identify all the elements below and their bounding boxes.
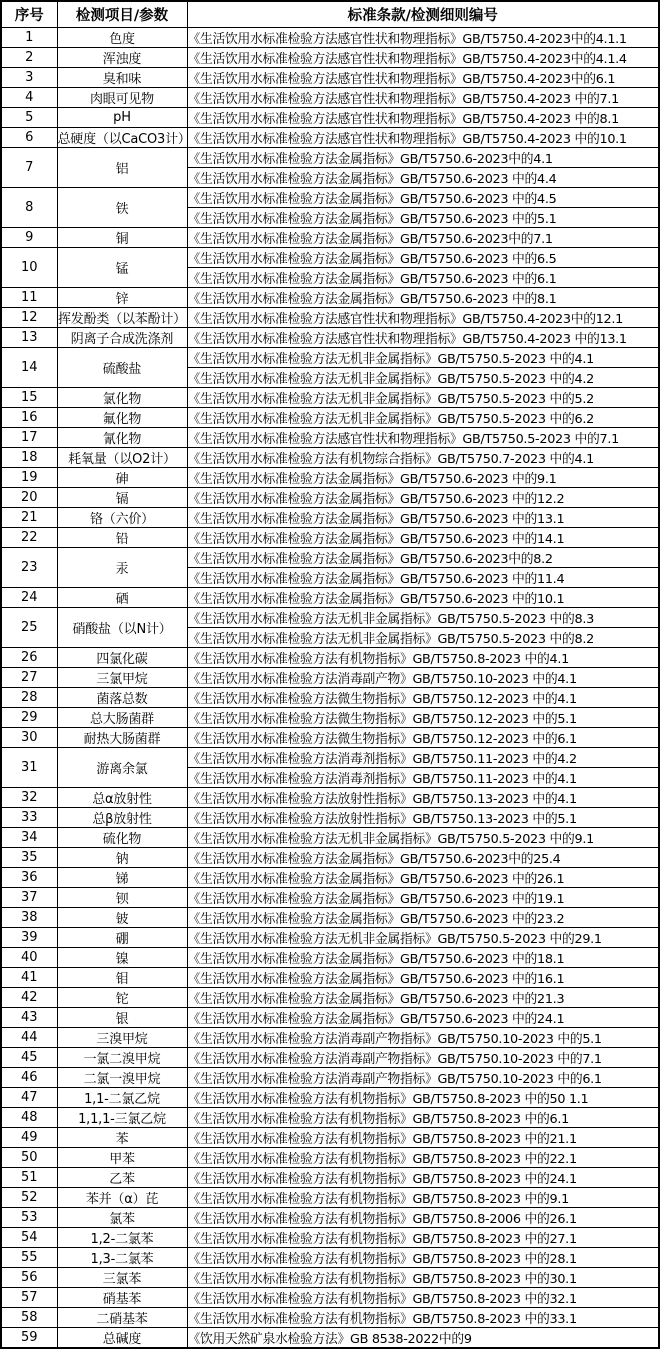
table-row bbox=[1, 147, 659, 167]
row-number-cell: 18 bbox=[1, 447, 57, 467]
row-number-cell: 58 bbox=[1, 1307, 57, 1327]
standard-ref-cell: 《生活饮用水标准检验方法放射性指标》GB/T5750.13-2023 中的4.1 bbox=[187, 787, 659, 807]
standard-ref-cell: 《生活饮用水标准检验方法微生物指标》GB/T5750.12-2023 中的5.1 bbox=[187, 707, 659, 727]
row-number-cell: 35 bbox=[1, 847, 57, 867]
row-number-cell: 7 bbox=[1, 147, 57, 187]
table-row bbox=[1, 667, 659, 687]
standard-ref-cell: 《生活饮用水标准检验方法金属指标》GB/T5750.6-2023 中的21.3 bbox=[187, 987, 659, 1007]
standard-ref-cell: 《生活饮用水标准检验方法有机物指标》GB/T5750.8-2023 中的21.1 bbox=[187, 1127, 659, 1147]
detection-item-cell: 肉眼可见物 bbox=[57, 87, 187, 107]
detection-item-cell: 钠 bbox=[57, 847, 187, 867]
table-row bbox=[1, 527, 659, 547]
table-row bbox=[1, 647, 659, 667]
standard-ref-cell: 《生活饮用水标准检验方法金属指标》GB/T5750.6-2023 中的12.2 bbox=[187, 487, 659, 507]
row-number-cell: 45 bbox=[1, 1047, 57, 1067]
table-row bbox=[1, 987, 659, 1007]
table-row bbox=[1, 887, 659, 907]
table-row bbox=[1, 467, 659, 487]
standard-ref-cell: 《生活饮用水标准检验方法有机物指标》GB/T5750.8-2023 中的24.1 bbox=[187, 1167, 659, 1187]
standard-ref-cell: 《生活饮用水标准检验方法金属指标》GB/T5750.6-2023中的4.1 bbox=[187, 147, 659, 167]
standard-ref-cell: 《生活饮用水标准检验方法感官性状和物理指标》GB/T5750.4-2023中的6.1 bbox=[187, 67, 659, 87]
standard-ref-cell: 《生活饮用水标准检验方法金属指标》GB/T5750.6-2023中的7.1 bbox=[187, 227, 659, 247]
row-number-cell: 34 bbox=[1, 827, 57, 847]
standard-ref-cell: 《生活饮用水标准检验方法金属指标》GB/T5750.6-2023 中的16.1 bbox=[187, 967, 659, 987]
standard-ref-cell: 《生活饮用水标准检验方法金属指标》GB/T5750.6-2023 中的6.1 bbox=[187, 267, 659, 287]
table-row bbox=[1, 587, 659, 607]
table-row bbox=[1, 867, 659, 887]
table-row bbox=[1, 1027, 659, 1047]
header-standard-clause: 标准条款/检测细则编号 bbox=[187, 1, 659, 27]
table-row bbox=[1, 1107, 659, 1127]
detection-item-cell: 铊 bbox=[57, 987, 187, 1007]
table-row bbox=[1, 1307, 659, 1327]
table-row bbox=[1, 1287, 659, 1307]
detection-item-cell: 氟化物 bbox=[57, 407, 187, 427]
standard-ref-cell: 《生活饮用水标准检验方法感官性状和物理指标》GB/T5750.4-2023 中的7.1 bbox=[187, 87, 659, 107]
detection-item-cell: 铝 bbox=[57, 147, 187, 187]
detection-item-cell: 甲苯 bbox=[57, 1147, 187, 1167]
standard-ref-cell: 《生活饮用水标准检验方法有机物综合指标》GB/T5750.7-2023 中的4.1 bbox=[187, 447, 659, 467]
detection-item-cell: 1,1,1-三氯乙烷 bbox=[57, 1107, 187, 1127]
table-row bbox=[1, 227, 659, 247]
standard-ref-cell: 《生活饮用水标准检验方法消毒副产物指标》GB/T5750.10-2023 中的5.1 bbox=[187, 1027, 659, 1047]
row-number-cell: 25 bbox=[1, 607, 57, 647]
table-row bbox=[1, 1227, 659, 1247]
row-number-cell: 4 bbox=[1, 87, 57, 107]
table-row bbox=[1, 687, 659, 707]
standard-ref-cell: 《饮用天然矿泉水检验方法》GB 8538-2022中的9 bbox=[187, 1327, 659, 1348]
row-number-cell: 40 bbox=[1, 947, 57, 967]
header-serial-number: 序号 bbox=[1, 1, 57, 27]
row-number-cell: 15 bbox=[1, 387, 57, 407]
standard-ref-cell: 《生活饮用水标准检验方法感官性状和物理指标》GB/T5750.4-2023中的4.1.4 bbox=[187, 47, 659, 67]
standard-ref-cell: 《生活饮用水标准检验方法消毒剂指标》GB/T5750.11-2023 中的4.1 bbox=[187, 767, 659, 787]
standard-ref-cell: 《生活饮用水标准检验方法感官性状和物理指标》GB/T5750.4-2023 中的10.1 bbox=[187, 127, 659, 147]
standard-ref-cell: 《生活饮用水标准检验方法有机物指标》GB/T5750.8-2023 中的33.1 bbox=[187, 1307, 659, 1327]
header-detection-item: 检测项目/参数 bbox=[57, 1, 187, 27]
detection-item-cell: 锌 bbox=[57, 287, 187, 307]
standard-ref-cell: 《生活饮用水标准检验方法无机非金属指标》GB/T5750.5-2023 中的8.2 bbox=[187, 627, 659, 647]
table-row bbox=[1, 807, 659, 827]
detection-item-cell: 总大肠菌群 bbox=[57, 707, 187, 727]
detection-item-cell: 硝基苯 bbox=[57, 1287, 187, 1307]
row-number-cell: 30 bbox=[1, 727, 57, 747]
detection-item-cell: 三溴甲烷 bbox=[57, 1027, 187, 1047]
row-number-cell: 14 bbox=[1, 347, 57, 387]
detection-item-cell: 砷 bbox=[57, 467, 187, 487]
table-row bbox=[1, 487, 659, 507]
detection-item-cell: 阴离子合成洗涤剂 bbox=[57, 327, 187, 347]
table-row bbox=[1, 287, 659, 307]
table-row bbox=[1, 927, 659, 947]
standard-ref-cell: 《生活饮用水标准检验方法无机非金属指标》GB/T5750.5-2023 中的4.2 bbox=[187, 367, 659, 387]
detection-item-cell: 硫酸盐 bbox=[57, 347, 187, 387]
detection-item-cell: 苯并（α）芘 bbox=[57, 1187, 187, 1207]
table-row bbox=[1, 27, 659, 47]
standard-ref-cell: 《生活饮用水标准检验方法无机非金属指标》GB/T5750.5-2023 中的8.3 bbox=[187, 607, 659, 627]
detection-item-cell: 硫化物 bbox=[57, 827, 187, 847]
table-row bbox=[1, 607, 659, 627]
detection-item-cell: 氰化物 bbox=[57, 427, 187, 447]
row-number-cell: 6 bbox=[1, 127, 57, 147]
standard-ref-cell: 《生活饮用水标准检验方法有机物指标》GB/T5750.8-2023 中的50 1.1 bbox=[187, 1087, 659, 1107]
row-number-cell: 54 bbox=[1, 1227, 57, 1247]
table-body bbox=[1, 27, 659, 1348]
standard-ref-cell: 《生活饮用水标准检验方法有机物指标》GB/T5750.8-2023 中的4.1 bbox=[187, 647, 659, 667]
detection-item-cell: 氯化物 bbox=[57, 387, 187, 407]
detection-item-cell: 1,2-二氯苯 bbox=[57, 1227, 187, 1247]
row-number-cell: 27 bbox=[1, 667, 57, 687]
table-row bbox=[1, 1007, 659, 1027]
standard-ref-cell: 《生活饮用水标准检验方法无机非金属指标》GB/T5750.5-2023 中的29.1 bbox=[187, 927, 659, 947]
table-row bbox=[1, 127, 659, 147]
detection-item-cell: 铁 bbox=[57, 187, 187, 227]
row-number-cell: 11 bbox=[1, 287, 57, 307]
row-number-cell: 29 bbox=[1, 707, 57, 727]
table-row bbox=[1, 907, 659, 927]
standard-ref-cell: 《生活饮用水标准检验方法金属指标》GB/T5750.6-2023 中的26.1 bbox=[187, 867, 659, 887]
detection-item-cell: 硝酸盐（以N计） bbox=[57, 607, 187, 647]
detection-item-cell: 四氯化碳 bbox=[57, 647, 187, 667]
table-row bbox=[1, 387, 659, 407]
table-row bbox=[1, 727, 659, 747]
detection-item-cell: 铍 bbox=[57, 907, 187, 927]
standard-ref-cell: 《生活饮用水标准检验方法微生物指标》GB/T5750.12-2023 中的4.1 bbox=[187, 687, 659, 707]
detection-item-cell: 镉 bbox=[57, 487, 187, 507]
row-number-cell: 41 bbox=[1, 967, 57, 987]
row-number-cell: 9 bbox=[1, 227, 57, 247]
row-number-cell: 52 bbox=[1, 1187, 57, 1207]
standard-ref-cell: 《生活饮用水标准检验方法消毒副产物》GB/T5750.10-2023 中的4.1 bbox=[187, 667, 659, 687]
standard-ref-cell: 《生活饮用水标准检验方法金属指标》GB/T5750.6-2023 中的4.5 bbox=[187, 187, 659, 207]
table-row bbox=[1, 1087, 659, 1107]
detection-item-cell: 二硝基苯 bbox=[57, 1307, 187, 1327]
table-row bbox=[1, 1267, 659, 1287]
standard-ref-cell: 《生活饮用水标准检验方法感官性状和物理指标》GB/T5750.4-2023中的4.1.1 bbox=[187, 27, 659, 47]
standard-ref-cell: 《生活饮用水标准检验方法金属指标》GB/T5750.6-2023中的8.2 bbox=[187, 547, 659, 567]
detection-item-cell: 镍 bbox=[57, 947, 187, 967]
row-number-cell: 53 bbox=[1, 1207, 57, 1227]
table-row bbox=[1, 507, 659, 527]
detection-item-cell: 硼 bbox=[57, 927, 187, 947]
table-row bbox=[1, 1327, 659, 1348]
standard-ref-cell: 《生活饮用水标准检验方法无机非金属指标》GB/T5750.5-2023 中的6.2 bbox=[187, 407, 659, 427]
standard-ref-cell: 《生活饮用水标准检验方法金属指标》GB/T5750.6-2023 中的9.1 bbox=[187, 467, 659, 487]
row-number-cell: 28 bbox=[1, 687, 57, 707]
row-number-cell: 26 bbox=[1, 647, 57, 667]
row-number-cell: 31 bbox=[1, 747, 57, 787]
row-number-cell: 2 bbox=[1, 47, 57, 67]
table-row bbox=[1, 1047, 659, 1067]
table-row bbox=[1, 1147, 659, 1167]
table-row bbox=[1, 107, 659, 127]
detection-item-cell: 总碱度 bbox=[57, 1327, 187, 1348]
table-row bbox=[1, 967, 659, 987]
table-row bbox=[1, 307, 659, 327]
detection-item-cell: 总β放射性 bbox=[57, 807, 187, 827]
standard-ref-cell: 《生活饮用水标准检验方法有机物指标》GB/T5750.8-2023 中的22.1 bbox=[187, 1147, 659, 1167]
table-row bbox=[1, 1127, 659, 1147]
row-number-cell: 47 bbox=[1, 1087, 57, 1107]
detection-item-cell: 游离余氯 bbox=[57, 747, 187, 787]
standard-ref-cell: 《生活饮用水标准检验方法无机非金属指标》GB/T5750.5-2023 中的9.1 bbox=[187, 827, 659, 847]
detection-item-cell: 铜 bbox=[57, 227, 187, 247]
detection-item-cell: 钡 bbox=[57, 887, 187, 907]
table-row bbox=[1, 707, 659, 727]
standard-ref-cell: 《生活饮用水标准检验方法感官性状和物理指标》GB/T5750.4-2023 中的8.1 bbox=[187, 107, 659, 127]
standard-ref-cell: 《生活饮用水标准检验方法金属指标》GB/T5750.6-2023 中的6.5 bbox=[187, 247, 659, 267]
detection-item-cell: 臭和味 bbox=[57, 67, 187, 87]
standard-ref-cell: 《生活饮用水标准检验方法金属指标》GB/T5750.6-2023中的25.4 bbox=[187, 847, 659, 867]
detection-item-cell: 耗氧量（以O2计） bbox=[57, 447, 187, 467]
standard-ref-cell: 《生活饮用水标准检验方法金属指标》GB/T5750.6-2023 中的24.1 bbox=[187, 1007, 659, 1027]
standard-ref-cell: 《生活饮用水标准检验方法无机非金属指标》GB/T5750.5-2023 中的4.1 bbox=[187, 347, 659, 367]
table-row bbox=[1, 1067, 659, 1087]
row-number-cell: 36 bbox=[1, 867, 57, 887]
standard-ref-cell: 《生活饮用水标准检验方法有机物指标》GB/T5750.8-2023 中的6.1 bbox=[187, 1107, 659, 1127]
detection-item-cell: 1,1-二氯乙烷 bbox=[57, 1087, 187, 1107]
detection-item-cell: 菌落总数 bbox=[57, 687, 187, 707]
detection-item-cell: 总硬度（以CaCO3计） bbox=[57, 127, 187, 147]
standard-ref-cell: 《生活饮用水标准检验方法有机物指标》GB/T5750.8-2023 中的32.1 bbox=[187, 1287, 659, 1307]
header-row bbox=[1, 1, 659, 27]
row-number-cell: 16 bbox=[1, 407, 57, 427]
table-row bbox=[1, 547, 659, 567]
standard-ref-cell: 《生活饮用水标准检验方法微生物指标》GB/T5750.12-2023 中的6.1 bbox=[187, 727, 659, 747]
row-number-cell: 43 bbox=[1, 1007, 57, 1027]
table-row bbox=[1, 427, 659, 447]
standard-ref-cell: 《生活饮用水标准检验方法消毒剂指标》GB/T5750.11-2023 中的4.2 bbox=[187, 747, 659, 767]
standard-ref-cell: 《生活饮用水标准检验方法有机物指标》GB/T5750.8-2023 中的30.1 bbox=[187, 1267, 659, 1287]
standard-ref-cell: 《生活饮用水标准检验方法金属指标》GB/T5750.6-2023 中的13.1 bbox=[187, 507, 659, 527]
detection-item-cell: 硒 bbox=[57, 587, 187, 607]
detection-item-cell: 浑浊度 bbox=[57, 47, 187, 67]
row-number-cell: 33 bbox=[1, 807, 57, 827]
standard-ref-cell: 《生活饮用水标准检验方法金属指标》GB/T5750.6-2023 中的23.2 bbox=[187, 907, 659, 927]
row-number-cell: 44 bbox=[1, 1027, 57, 1047]
table-row bbox=[1, 347, 659, 367]
standard-ref-cell: 《生活饮用水标准检验方法金属指标》GB/T5750.6-2023 中的8.1 bbox=[187, 287, 659, 307]
row-number-cell: 20 bbox=[1, 487, 57, 507]
detection-item-cell: pH bbox=[57, 107, 187, 127]
standard-ref-cell: 《生活饮用水标准检验方法金属指标》GB/T5750.6-2023 中的11.4 bbox=[187, 567, 659, 587]
standard-ref-cell: 《生活饮用水标准检验方法有机物指标》GB/T5750.8-2023 中的27.1 bbox=[187, 1227, 659, 1247]
detection-item-cell: 总α放射性 bbox=[57, 787, 187, 807]
table-row bbox=[1, 327, 659, 347]
detection-item-cell: 汞 bbox=[57, 547, 187, 587]
row-number-cell: 17 bbox=[1, 427, 57, 447]
row-number-cell: 56 bbox=[1, 1267, 57, 1287]
table-row bbox=[1, 247, 659, 267]
row-number-cell: 22 bbox=[1, 527, 57, 547]
row-number-cell: 24 bbox=[1, 587, 57, 607]
row-number-cell: 57 bbox=[1, 1287, 57, 1307]
row-number-cell: 49 bbox=[1, 1127, 57, 1147]
table-row bbox=[1, 747, 659, 767]
detection-item-cell: 银 bbox=[57, 1007, 187, 1027]
row-number-cell: 12 bbox=[1, 307, 57, 327]
row-number-cell: 59 bbox=[1, 1327, 57, 1348]
table-row bbox=[1, 1167, 659, 1187]
table-row bbox=[1, 1247, 659, 1267]
row-number-cell: 3 bbox=[1, 67, 57, 87]
row-number-cell: 23 bbox=[1, 547, 57, 587]
detection-item-cell: 耐热大肠菌群 bbox=[57, 727, 187, 747]
standard-ref-cell: 《生活饮用水标准检验方法放射性指标》GB/T5750.13-2023 中的5.1 bbox=[187, 807, 659, 827]
detection-item-cell: 三氯苯 bbox=[57, 1267, 187, 1287]
table-row bbox=[1, 447, 659, 467]
row-number-cell: 38 bbox=[1, 907, 57, 927]
detection-item-cell: 苯 bbox=[57, 1127, 187, 1147]
standard-ref-cell: 《生活饮用水标准检验方法感官性状和物理指标》GB/T5750.5-2023 中的7.1 bbox=[187, 427, 659, 447]
table-row bbox=[1, 947, 659, 967]
standard-ref-cell: 《生活饮用水标准检验方法金属指标》GB/T5750.6-2023 中的5.1 bbox=[187, 207, 659, 227]
table-header bbox=[1, 1, 659, 27]
detection-item-cell: 一氯二溴甲烷 bbox=[57, 1047, 187, 1067]
standard-ref-cell: 《生活饮用水标准检验方法消毒副产物指标》GB/T5750.10-2023 中的7.1 bbox=[187, 1047, 659, 1067]
row-number-cell: 1 bbox=[1, 27, 57, 47]
standard-ref-cell: 《生活饮用水标准检验方法无机非金属指标》GB/T5750.5-2023 中的5.2 bbox=[187, 387, 659, 407]
row-number-cell: 50 bbox=[1, 1147, 57, 1167]
standard-ref-cell: 《生活饮用水标准检验方法有机物指标》GB/T5750.8-2006 中的26.1 bbox=[187, 1207, 659, 1227]
detection-item-cell: 挥发酚类（以苯酚计） bbox=[57, 307, 187, 327]
detection-item-cell: 钼 bbox=[57, 967, 187, 987]
detection-item-cell: 铅 bbox=[57, 527, 187, 547]
row-number-cell: 32 bbox=[1, 787, 57, 807]
table-row bbox=[1, 847, 659, 867]
table-row bbox=[1, 827, 659, 847]
standard-ref-cell: 《生活饮用水标准检验方法金属指标》GB/T5750.6-2023 中的14.1 bbox=[187, 527, 659, 547]
standard-ref-cell: 《生活饮用水标准检验方法金属指标》GB/T5750.6-2023 中的4.4 bbox=[187, 167, 659, 187]
detection-item-cell: 1,3-二氯苯 bbox=[57, 1247, 187, 1267]
detection-item-cell: 二氯一溴甲烷 bbox=[57, 1067, 187, 1087]
row-number-cell: 5 bbox=[1, 107, 57, 127]
row-number-cell: 55 bbox=[1, 1247, 57, 1267]
standard-ref-cell: 《生活饮用水标准检验方法消毒副产物指标》GB/T5750.10-2023 中的6.1 bbox=[187, 1067, 659, 1087]
standard-ref-cell: 《生活饮用水标准检验方法感官性状和物理指标》GB/T5750.4-2023 中的13.1 bbox=[187, 327, 659, 347]
row-number-cell: 48 bbox=[1, 1107, 57, 1127]
standard-ref-cell: 《生活饮用水标准检验方法感官性状和物理指标》GB/T5750.4-2023中的12.1 bbox=[187, 307, 659, 327]
standard-ref-cell: 《生活饮用水标准检验方法金属指标》GB/T5750.6-2023 中的10.1 bbox=[187, 587, 659, 607]
standard-ref-cell: 《生活饮用水标准检验方法金属指标》GB/T5750.6-2023 中的19.1 bbox=[187, 887, 659, 907]
table-row bbox=[1, 1187, 659, 1207]
table-row bbox=[1, 67, 659, 87]
table-row bbox=[1, 47, 659, 67]
table-row bbox=[1, 187, 659, 207]
detection-item-cell: 锑 bbox=[57, 867, 187, 887]
detection-item-cell: 三氯甲烷 bbox=[57, 667, 187, 687]
table-row bbox=[1, 87, 659, 107]
table-row bbox=[1, 1207, 659, 1227]
row-number-cell: 21 bbox=[1, 507, 57, 527]
standard-ref-cell: 《生活饮用水标准检验方法金属指标》GB/T5750.6-2023 中的18.1 bbox=[187, 947, 659, 967]
row-number-cell: 37 bbox=[1, 887, 57, 907]
row-number-cell: 13 bbox=[1, 327, 57, 347]
table-row bbox=[1, 787, 659, 807]
detection-item-cell: 锰 bbox=[57, 247, 187, 287]
standard-ref-cell: 《生活饮用水标准检验方法有机物指标》GB/T5750.8-2023 中的9.1 bbox=[187, 1187, 659, 1207]
detection-item-cell: 色度 bbox=[57, 27, 187, 47]
row-number-cell: 39 bbox=[1, 927, 57, 947]
row-number-cell: 51 bbox=[1, 1167, 57, 1187]
detection-item-cell: 铬（六价） bbox=[57, 507, 187, 527]
row-number-cell: 46 bbox=[1, 1067, 57, 1087]
row-number-cell: 42 bbox=[1, 987, 57, 1007]
table-row bbox=[1, 407, 659, 427]
detection-item-cell: 乙苯 bbox=[57, 1167, 187, 1187]
row-number-cell: 8 bbox=[1, 187, 57, 227]
detection-item-cell: 氯苯 bbox=[57, 1207, 187, 1227]
standard-ref-cell: 《生活饮用水标准检验方法有机物指标》GB/T5750.8-2023 中的28.1 bbox=[187, 1247, 659, 1267]
row-number-cell: 10 bbox=[1, 247, 57, 287]
row-number-cell: 19 bbox=[1, 467, 57, 487]
